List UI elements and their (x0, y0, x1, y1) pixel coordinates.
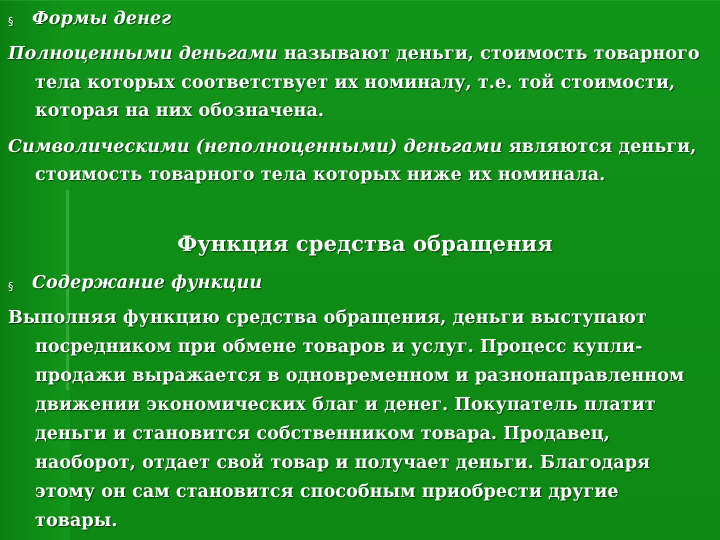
section2-line: товары. (35, 511, 118, 531)
section1-p2-line2: стоимость товарного тела которых ниже их номинала. (35, 165, 606, 185)
section2-line: наоборот, отдает свой товар и получает деньги. Благодаря (35, 453, 651, 473)
section2-line: этому он сам становится способным приобрести другие (35, 482, 619, 502)
section1-p1-line1-rest: называют деньги, стоимость товарного (277, 44, 700, 64)
term-full-money: Полноценными деньгами (8, 44, 278, 64)
section1-p2-line1-rest: являются деньги, (502, 137, 697, 157)
section2-line: посредником при обмене товаров и услуг. Процесс купли- (35, 337, 643, 357)
bullet-icon: § (8, 15, 14, 28)
section2-title: Содержание функции (32, 273, 263, 293)
section2-line: Выполняя функцию средства обращения, деньги выступают (8, 308, 647, 328)
term-symbolic-money: Символическими (неполноценными) деньгами (8, 137, 503, 157)
section1-p1-line1 (8, 44, 700, 65)
section2-line: продажи выражается в одновременном и разнонаправленном (35, 366, 685, 386)
section2-line: деньги и становится собственником товара. Продавец, (35, 424, 610, 444)
section1-p2-line1 (8, 137, 696, 158)
bullet-icon: § (8, 280, 14, 293)
section2-line: движении экономических благ и денег. Покупатель платит (35, 395, 656, 415)
section1-title: Формы денег (32, 9, 172, 29)
section1-p1-line3: которая на них обозначена. (35, 101, 325, 121)
section1-p1-line2: тела которых соответствует их номиналу, т.е. той стоимости, (35, 73, 676, 93)
section-heading: Функция средства обращения (177, 231, 553, 256)
